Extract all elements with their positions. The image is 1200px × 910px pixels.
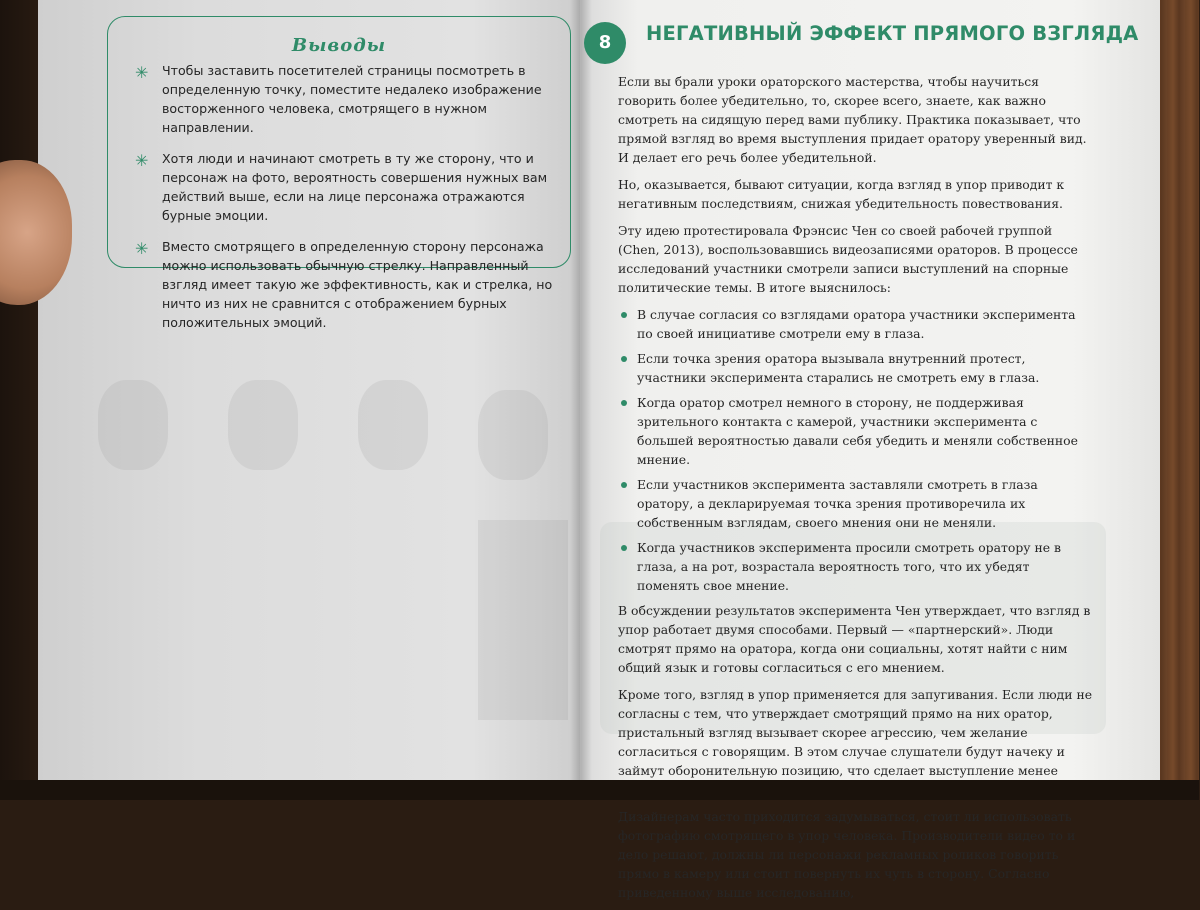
book-gutter — [570, 0, 592, 800]
summary-title: Выводы — [291, 35, 387, 56]
asterisk-bullet-icon: ✳ — [135, 151, 149, 170]
list-item — [618, 305, 1094, 343]
bleed-through-text-block — [478, 520, 568, 720]
paragraph: В обсуждении результатов эксперимента Чен утверждает, что взгляд в упор работает двумя способами. Первый — «партнерский». Люди смотрят прямо на оратора, когда они социальны, хотят найти с ним общий язык и готовы согласиться с его мнением. — [618, 603, 1091, 675]
bleed-through-face-1 — [98, 380, 168, 470]
list-item-text: Если точка зрения оратора вызывала внутренний протест, участники эксперимента старались не смотреть ему в глаза. — [637, 351, 1040, 385]
bullet-dot-icon — [621, 356, 627, 362]
list-item-text: Если участников эксперимента заставляли смотреть в глаза оратору, а декларируемая точка зрения противоречила их собственным взглядам, своего мнения они не меняли. — [637, 477, 1038, 530]
list-item-text: В случае согласия со взглядами оратора участники эксперимента по своей инициативе смотрели ему в глаза. — [637, 307, 1076, 341]
asterisk-bullet-icon: ✳ — [135, 63, 149, 82]
paragraph: Дизайнерам часто приходится задумываться, стоит ли использовать фотографию смотрящего в упор человека. Производители видео то и дело решают, должны ли персонажи рекламных роликов говорить прямо в камеру или стоит повернуть их чуть в сторону. Согласно приведенному выше исследованию, — [618, 809, 1076, 900]
bullet-dot-icon — [621, 545, 627, 551]
chapter-title: НЕГАТИВНЫЙ ЭФФЕКТ ПРЯМОГО ВЗГЛЯДА — [646, 22, 1139, 45]
paragraph: Но, оказывается, бывают ситуации, когда взгляд в упор приводит к негативным последствиям, снижая убедительность повествования. — [618, 177, 1065, 211]
summary-item-text: Чтобы заставить посетителей страницы посмотреть в определенную точку, поместите недалеко изображение восторженного человека, смотрящего в нужном направлении. — [162, 63, 542, 135]
list-item — [618, 393, 1094, 469]
list-item — [618, 475, 1094, 532]
list-item-text: Когда участников эксперимента просили смотреть оратору не в глаза, а на рот, возрастала вероятность того, что их убедят поменять свое мнение. — [637, 540, 1061, 593]
chapter-number-badge: 8 — [584, 22, 626, 64]
bottom-shadow — [0, 780, 1199, 800]
paragraph: Кроме того, взгляд в упор применяется для запугивания. Если люди не согласны с тем, что утверждает смотрящий прямо на них оратор, пристальный взгляд вызывает скорее агрессию, чем желание согласиться с говорящим. В этом случае слушатели будут начеку и займут оборонительную позицию, что сделает выступление менее — [618, 687, 1093, 778]
paragraph: Эту идею протестировала Фрэнсис Чен со своей рабочей группой (Chen, 2013), воспользовавшись видеозаписями ораторов. В процессе исследований участники смотрели записи выступлений на спорные политические темы. В итоге выяснилось: — [618, 223, 1078, 295]
summary-box — [107, 16, 571, 330]
list-item-text: Когда оратор смотрел немного в сторону, не поддерживая зрительного контакта с камерой, участники эксперимента с большей вероятностью давали себя убедить и меняли собственное мнение. — [637, 395, 1078, 467]
summary-item — [132, 237, 557, 332]
bleed-through-face-4 — [478, 390, 548, 480]
bullet-dot-icon — [621, 482, 627, 488]
summary-item-text: Хотя люди и начинают смотреть в ту же сторону, что и персонаж на фото, вероятность совершения нужных вам действий выше, если на лице персонажа отражаются бурные эмоции. — [162, 151, 548, 223]
bullet-dot-icon — [621, 312, 627, 318]
list-item — [618, 349, 1094, 387]
summary-item — [132, 149, 557, 225]
list-item — [618, 538, 1094, 595]
bullet-dot-icon — [621, 400, 627, 406]
bleed-through-face-2 — [228, 380, 298, 470]
findings-list — [618, 305, 1094, 595]
paragraph: Если вы брали уроки ораторского мастерства, чтобы научиться говорить более убедительно, то, скорее всего, знаете, как важно смотреть на сидящую перед вами публику. Практика показывает, что прямой взгляд во время выступления придает оратору уверенный вид. И делает его речь более убедительной. — [618, 74, 1087, 165]
asterisk-bullet-icon: ✳ — [135, 239, 149, 258]
summary-list — [132, 61, 557, 344]
summary-item-text: Вместо смотрящего в определенную сторону персонажа можно использовать обычную стрелку. Направленный взгляд имеет такую же эффективность, как и стрелка, но ничто из них не сравнится с отображением бурных положительных эмоций. — [162, 239, 553, 330]
bleed-through-face-3 — [358, 380, 428, 470]
summary-item — [132, 61, 557, 137]
